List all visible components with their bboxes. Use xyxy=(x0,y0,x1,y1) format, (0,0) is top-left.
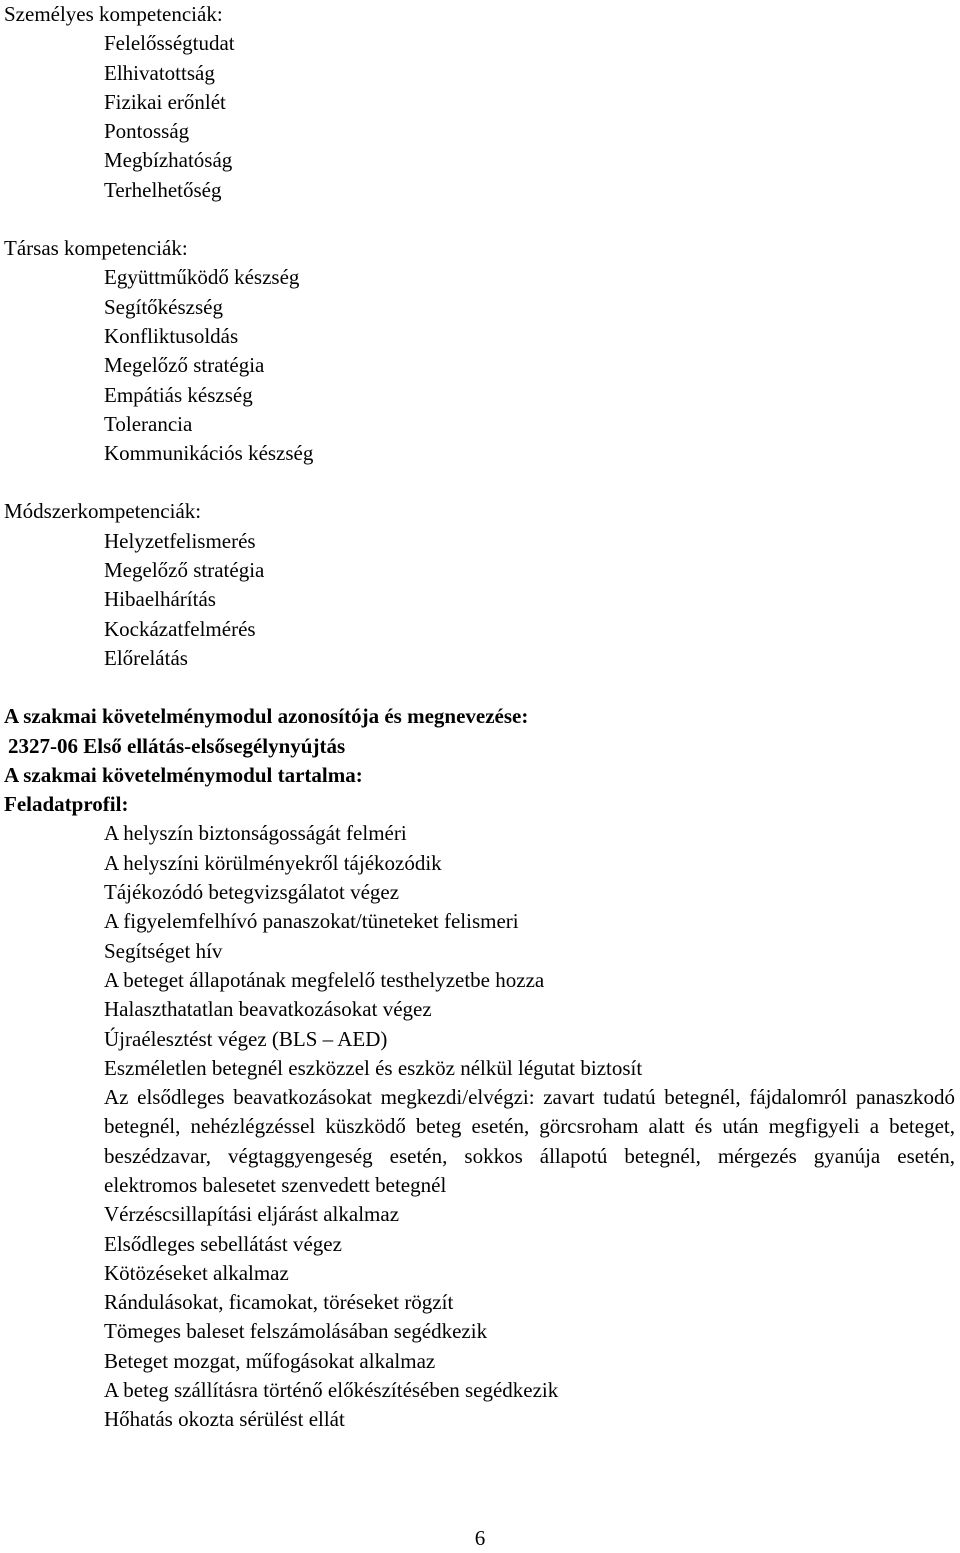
task-profile-label: Feladatprofil: xyxy=(4,792,129,817)
competency-item: Helyzetfelismerés xyxy=(104,528,256,553)
method-competencies-heading: Módszerkompetenciák: xyxy=(4,499,202,524)
task-item: Rándulásokat, ficamokat, töréseket rögzít xyxy=(104,1290,454,1315)
module-content-label: A szakmai követelménymodul tartalma: xyxy=(4,762,363,787)
competency-item: Elhivatottság xyxy=(104,60,215,85)
competency-item: Megelőző stratégia xyxy=(104,558,265,583)
competency-item: Előrelátás xyxy=(104,645,188,670)
task-item: Eszméletlen betegnél eszközzel és eszköz nélkül légutat biztosít xyxy=(104,1055,643,1080)
competency-item: Empátiás készség xyxy=(104,382,253,407)
task-item: Tájékozódó betegvizsgálatot végez xyxy=(104,880,400,905)
competency-item: Megelőző stratégia xyxy=(104,353,265,378)
competency-item: Kommunikációs készség xyxy=(104,441,314,466)
section-spacer xyxy=(0,468,960,497)
task-item: A beteg szállításra történő előkészítésében segédkezik xyxy=(104,1378,559,1403)
task-item: Elsődleges sebellátást végez xyxy=(104,1231,342,1256)
competency-item: Segítőkészség xyxy=(104,294,223,319)
page-number: 6 xyxy=(474,1526,486,1550)
task-item: Tömeges baleset felszámolásában segédkezik xyxy=(104,1319,488,1344)
task-item: A beteget állapotának megfelelő testhelyzetbe hozza xyxy=(104,967,545,992)
module-id-label: A szakmai követelménymodul azonosítója és megnevezése: xyxy=(4,704,529,729)
module-section xyxy=(0,702,960,1434)
competency-item: Pontosság xyxy=(104,119,190,144)
competency-item: Együttműködő készség xyxy=(104,265,300,290)
personal-competencies-section xyxy=(0,0,960,205)
personal-competencies-heading: Személyes kompetenciák: xyxy=(4,2,223,26)
social-competencies-section xyxy=(0,234,960,468)
social-competencies-heading: Társas kompetenciák: xyxy=(4,236,188,261)
competency-item: Terhelhetőség xyxy=(104,177,222,202)
competency-item: Kockázatfelmérés xyxy=(104,616,256,641)
competency-item: Konfliktusoldás xyxy=(104,323,239,348)
task-item: Segítséget hív xyxy=(104,938,223,963)
task-item: A figyelemfelhívó panaszokat/tüneteket felismeri xyxy=(104,909,519,934)
task-item: Újraélesztést végez (BLS – AED) xyxy=(104,1026,388,1051)
competency-item: Tolerancia xyxy=(104,411,193,436)
task-item: Beteget mozgat, műfogásokat alkalmaz xyxy=(104,1348,436,1373)
competency-item: Megbízhatóság xyxy=(104,148,233,173)
section-spacer xyxy=(0,205,960,234)
task-item: A helyszín biztonságosságát felméri xyxy=(104,821,407,846)
competency-item: Hibaelhárítás xyxy=(104,587,216,612)
task-item: Vérzéscsillapítási eljárást alkalmaz xyxy=(104,1202,400,1227)
task-item: A helyszíni körülményekről tájékozódik xyxy=(104,850,442,875)
competency-item: Felelősségtudat xyxy=(104,31,235,56)
competency-item: Fizikai erőnlét xyxy=(104,89,226,114)
task-item-primary-interventions: Az elsődleges beavatkozásokat megkezdi/elvégzi: zavart tudatú betegnél, fájdalomról panaszkodó betegnél, nehézlégzéssel küszködő beteg esetén, görcsroham alatt és után megfigyeli a beteget, beszédzavar, végtaggyengeség esetén, sokkos állapotú betegnél, mérgezés gyanúja esetén, elektromos balesetet szenvedett betegnél xyxy=(104,1085,955,1197)
section-spacer xyxy=(0,673,960,702)
module-id-value: 2327-06 Első ellátás-elsősegélynyújtás xyxy=(8,733,346,758)
method-competencies-section xyxy=(0,497,960,673)
task-item: Kötözéseket alkalmaz xyxy=(104,1260,289,1285)
task-item: Halaszthatatlan beavatkozásokat végez xyxy=(104,997,432,1022)
task-item: Hőhatás okozta sérülést ellát xyxy=(104,1407,345,1432)
